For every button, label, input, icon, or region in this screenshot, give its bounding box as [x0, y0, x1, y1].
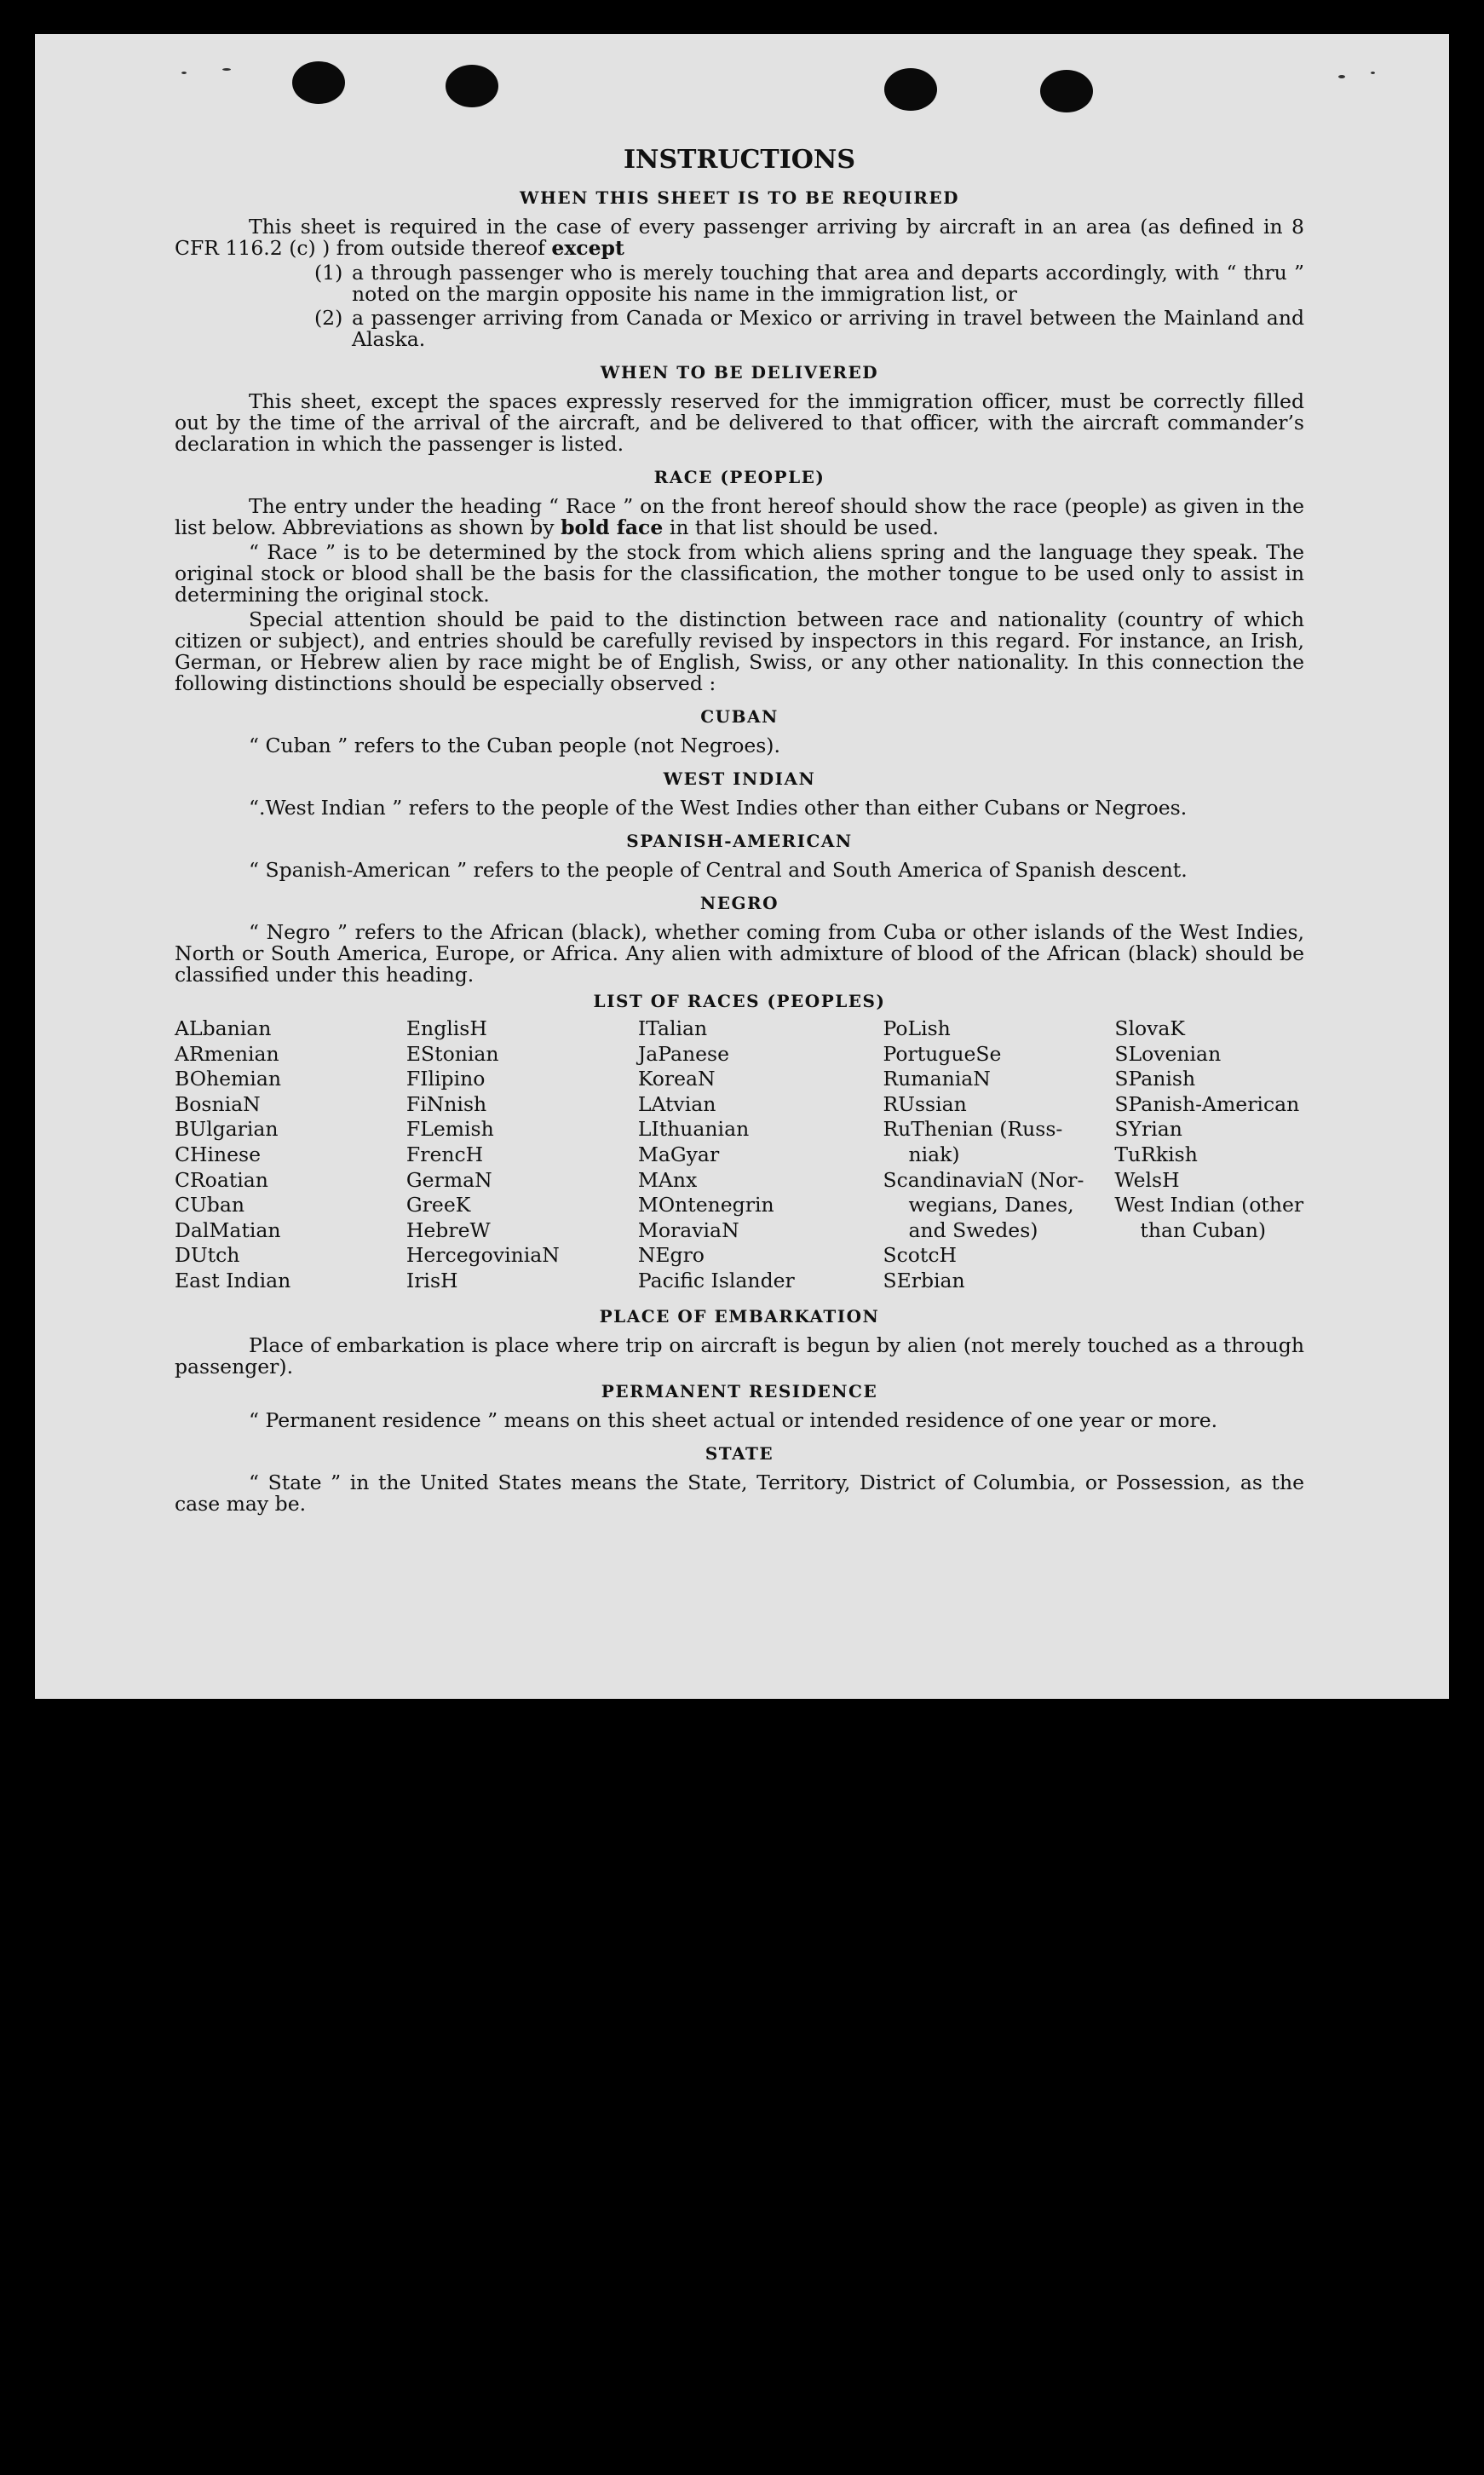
race-entry: EStonian: [406, 1041, 499, 1066]
list-item: (1) a through passenger who is merely touching that area and departs accordingly, with “ thru ” noted on the margin opposite his name in the immigration list, or: [314, 261, 1304, 306]
race-entry: ScandinaviaN (Nor-: [883, 1167, 1084, 1192]
race-entry: FLemish: [406, 1117, 494, 1142]
race-entry: ITalian: [637, 1016, 708, 1040]
races-column: [175, 1016, 406, 1294]
race-entry: West Indian (other: [1114, 1193, 1304, 1217]
race-paragraph-1: The entry under the heading “ Race ” on the front hereof should show the race (people) as given in the list below. Abbreviations as shown by bold face in that list should be used.: [175, 494, 1304, 539]
races-list: [175, 1016, 1304, 1294]
document-sheet: [35, 34, 1449, 1699]
race-entry: SLovenian: [1114, 1041, 1222, 1066]
race-entry: ALbanian: [175, 1016, 272, 1040]
delivered-text: This sheet, except the spaces expressly reserved for the immigration officer, must be correctly filled out by the time of the arrival of the aircraft, and be delivered to that officer, with the aircraft commander’s declaration in which the passenger is listed.: [175, 389, 1304, 456]
section-heading-state: STATE: [705, 1442, 774, 1464]
speck: [181, 72, 187, 74]
section-heading-west-indian: WEST INDIAN: [663, 768, 816, 789]
race-entry: PortugueSe: [883, 1041, 1002, 1066]
punch-hole: [446, 65, 498, 107]
residence-text: “ Permanent residence ” means on this sheet actual or intended residence of one year or more.: [249, 1407, 1218, 1432]
negro-text: “ Negro ” refers to the African (black), whether coming from Cuba or other islands of the West Indies, North or South America, Europe, or Africa. Any alien with admixture of blood of the African (black) should be classified under this heading.: [175, 920, 1304, 987]
section-heading-required: WHEN THIS SHEET IS TO BE REQUIRED: [520, 187, 959, 208]
section-heading-race: RACE (PEOPLE): [653, 467, 825, 487]
race-entry: BosniaN: [175, 1091, 261, 1116]
race-entry: SlovaK: [1114, 1016, 1185, 1040]
race-entry: MOntenegrin: [637, 1193, 774, 1217]
race-entry: RUssian: [883, 1091, 967, 1116]
race-entry: LAtvian: [637, 1091, 716, 1116]
race-entry: EnglisH: [406, 1016, 487, 1040]
instructions-content: [175, 145, 1304, 1518]
west-indian-text: “.West Indian ” refers to the people of the West Indies other than either Cubans or Negroes.: [249, 796, 1188, 820]
race-entry: CHinese: [175, 1142, 261, 1166]
race-paragraph-2: “ Race ” is to be determined by the stock from which aliens spring and the language they speak. The original stock or blood shall be the basis for the classification, the mother tongue to be used only to assist in determining the original stock.: [175, 540, 1304, 607]
race-entry: GermaN: [406, 1167, 492, 1192]
race-entry: DUtch: [175, 1243, 240, 1268]
race-entry: IrisH: [406, 1268, 458, 1292]
speck: [1338, 75, 1345, 78]
race-entry: and Swedes): [908, 1217, 1038, 1242]
race-entry: SPanish-American: [1114, 1091, 1300, 1116]
race-entry: TuRkish: [1114, 1142, 1198, 1166]
section-heading-delivered: WHEN TO BE DELIVERED: [600, 362, 879, 383]
race-entry: MaGyar: [637, 1142, 720, 1166]
race-entry: ScotcH: [883, 1243, 957, 1268]
section-heading-spanish-american: SPANISH-AMERICAN: [626, 831, 853, 851]
race-entry: CRoatian: [175, 1167, 268, 1192]
list-item: (2) a passenger arriving from Canada or Mexico or arriving in travel between the Mainland and Alaska.: [314, 306, 1304, 351]
section-heading-cuban: CUBAN: [700, 706, 779, 727]
race-entry: PoLish: [883, 1016, 951, 1040]
section-heading-races: LIST OF RACES (PEOPLES): [593, 991, 886, 1011]
speck: [1371, 72, 1375, 74]
state-text: “ State ” in the United States means the State, Territory, District of Columbia, or Possession, as the case may be.: [175, 1470, 1304, 1516]
races-column: [406, 1016, 638, 1294]
races-column: [638, 1016, 883, 1294]
race-entry: Pacific Islander: [637, 1268, 795, 1292]
race-entry: FiNnish: [406, 1091, 487, 1116]
race-entry: JaPanese: [637, 1041, 730, 1066]
punch-hole: [292, 61, 345, 104]
race-entry: DalMatian: [175, 1217, 281, 1242]
race-entry: than Cuban): [1140, 1217, 1267, 1242]
race-entry: SYrian: [1114, 1117, 1182, 1142]
races-column: [1114, 1016, 1304, 1294]
race-entry: RuThenian (Russ-: [883, 1117, 1063, 1142]
race-entry: MAnx: [637, 1167, 698, 1192]
race-entry: ARmenian: [175, 1041, 279, 1066]
punch-hole: [1040, 70, 1093, 112]
race-entry: East Indian: [175, 1268, 291, 1292]
race-entry: KoreaN: [637, 1067, 716, 1091]
spanish-american-text: “ Spanish-American ” refers to the people of Central and South America of Spanish descent.: [249, 858, 1188, 882]
race-entry: BOhemian: [175, 1067, 281, 1091]
section-heading-embarkation: PLACE OF EMBARKATION: [599, 1305, 880, 1327]
race-entry: MoraviaN: [637, 1217, 739, 1242]
race-entry: HebreW: [406, 1217, 491, 1242]
race-entry: HercegoviniaN: [406, 1243, 560, 1268]
race-entry: WelsH: [1114, 1167, 1180, 1192]
race-entry: LIthuanian: [637, 1117, 750, 1142]
race-entry: RumaniaN: [883, 1067, 991, 1091]
race-paragraph-3: Special attention should be paid to the distinction between race and nationality (country of which citizen or subject), and entries should be carefully revised by inspectors in this regard. For instance, an Irish, German, or Hebrew alien by race might be of English, Swiss, or any other nationality. In this connection the following distinctions should be especially observed :: [175, 607, 1304, 695]
punch-hole: [884, 68, 937, 111]
race-entry: BUlgarian: [175, 1117, 279, 1142]
cuban-text: “ Cuban ” refers to the Cuban people (not Negroes).: [249, 734, 780, 757]
race-entry: SPanish: [1114, 1067, 1196, 1091]
race-entry: SErbian: [883, 1268, 965, 1292]
section-heading-residence: PERMANENT RESIDENCE: [601, 1380, 878, 1402]
race-entry: NEgro: [637, 1243, 705, 1268]
race-entry: niak): [908, 1142, 960, 1166]
race-entry: wegians, Danes,: [908, 1193, 1074, 1217]
page-title: INSTRUCTIONS: [624, 145, 855, 175]
embarkation-text: Place of embarkation is place where trip on aircraft is begun by alien (not merely touched as a through passenger).: [175, 1332, 1304, 1379]
race-entry: CUban: [175, 1193, 244, 1217]
speck: [222, 68, 231, 71]
race-entry: GreeK: [406, 1193, 471, 1217]
section-heading-negro: NEGRO: [699, 893, 779, 913]
required-intro: This sheet is required in the case of every passenger arriving by aircraft in an area (as defined in 8 CFR 116.2 (c) ) from outside thereof except: [175, 215, 1304, 260]
races-column: [883, 1016, 1114, 1294]
race-entry: FrencH: [406, 1142, 484, 1166]
race-entry: FIlipino: [406, 1067, 486, 1091]
